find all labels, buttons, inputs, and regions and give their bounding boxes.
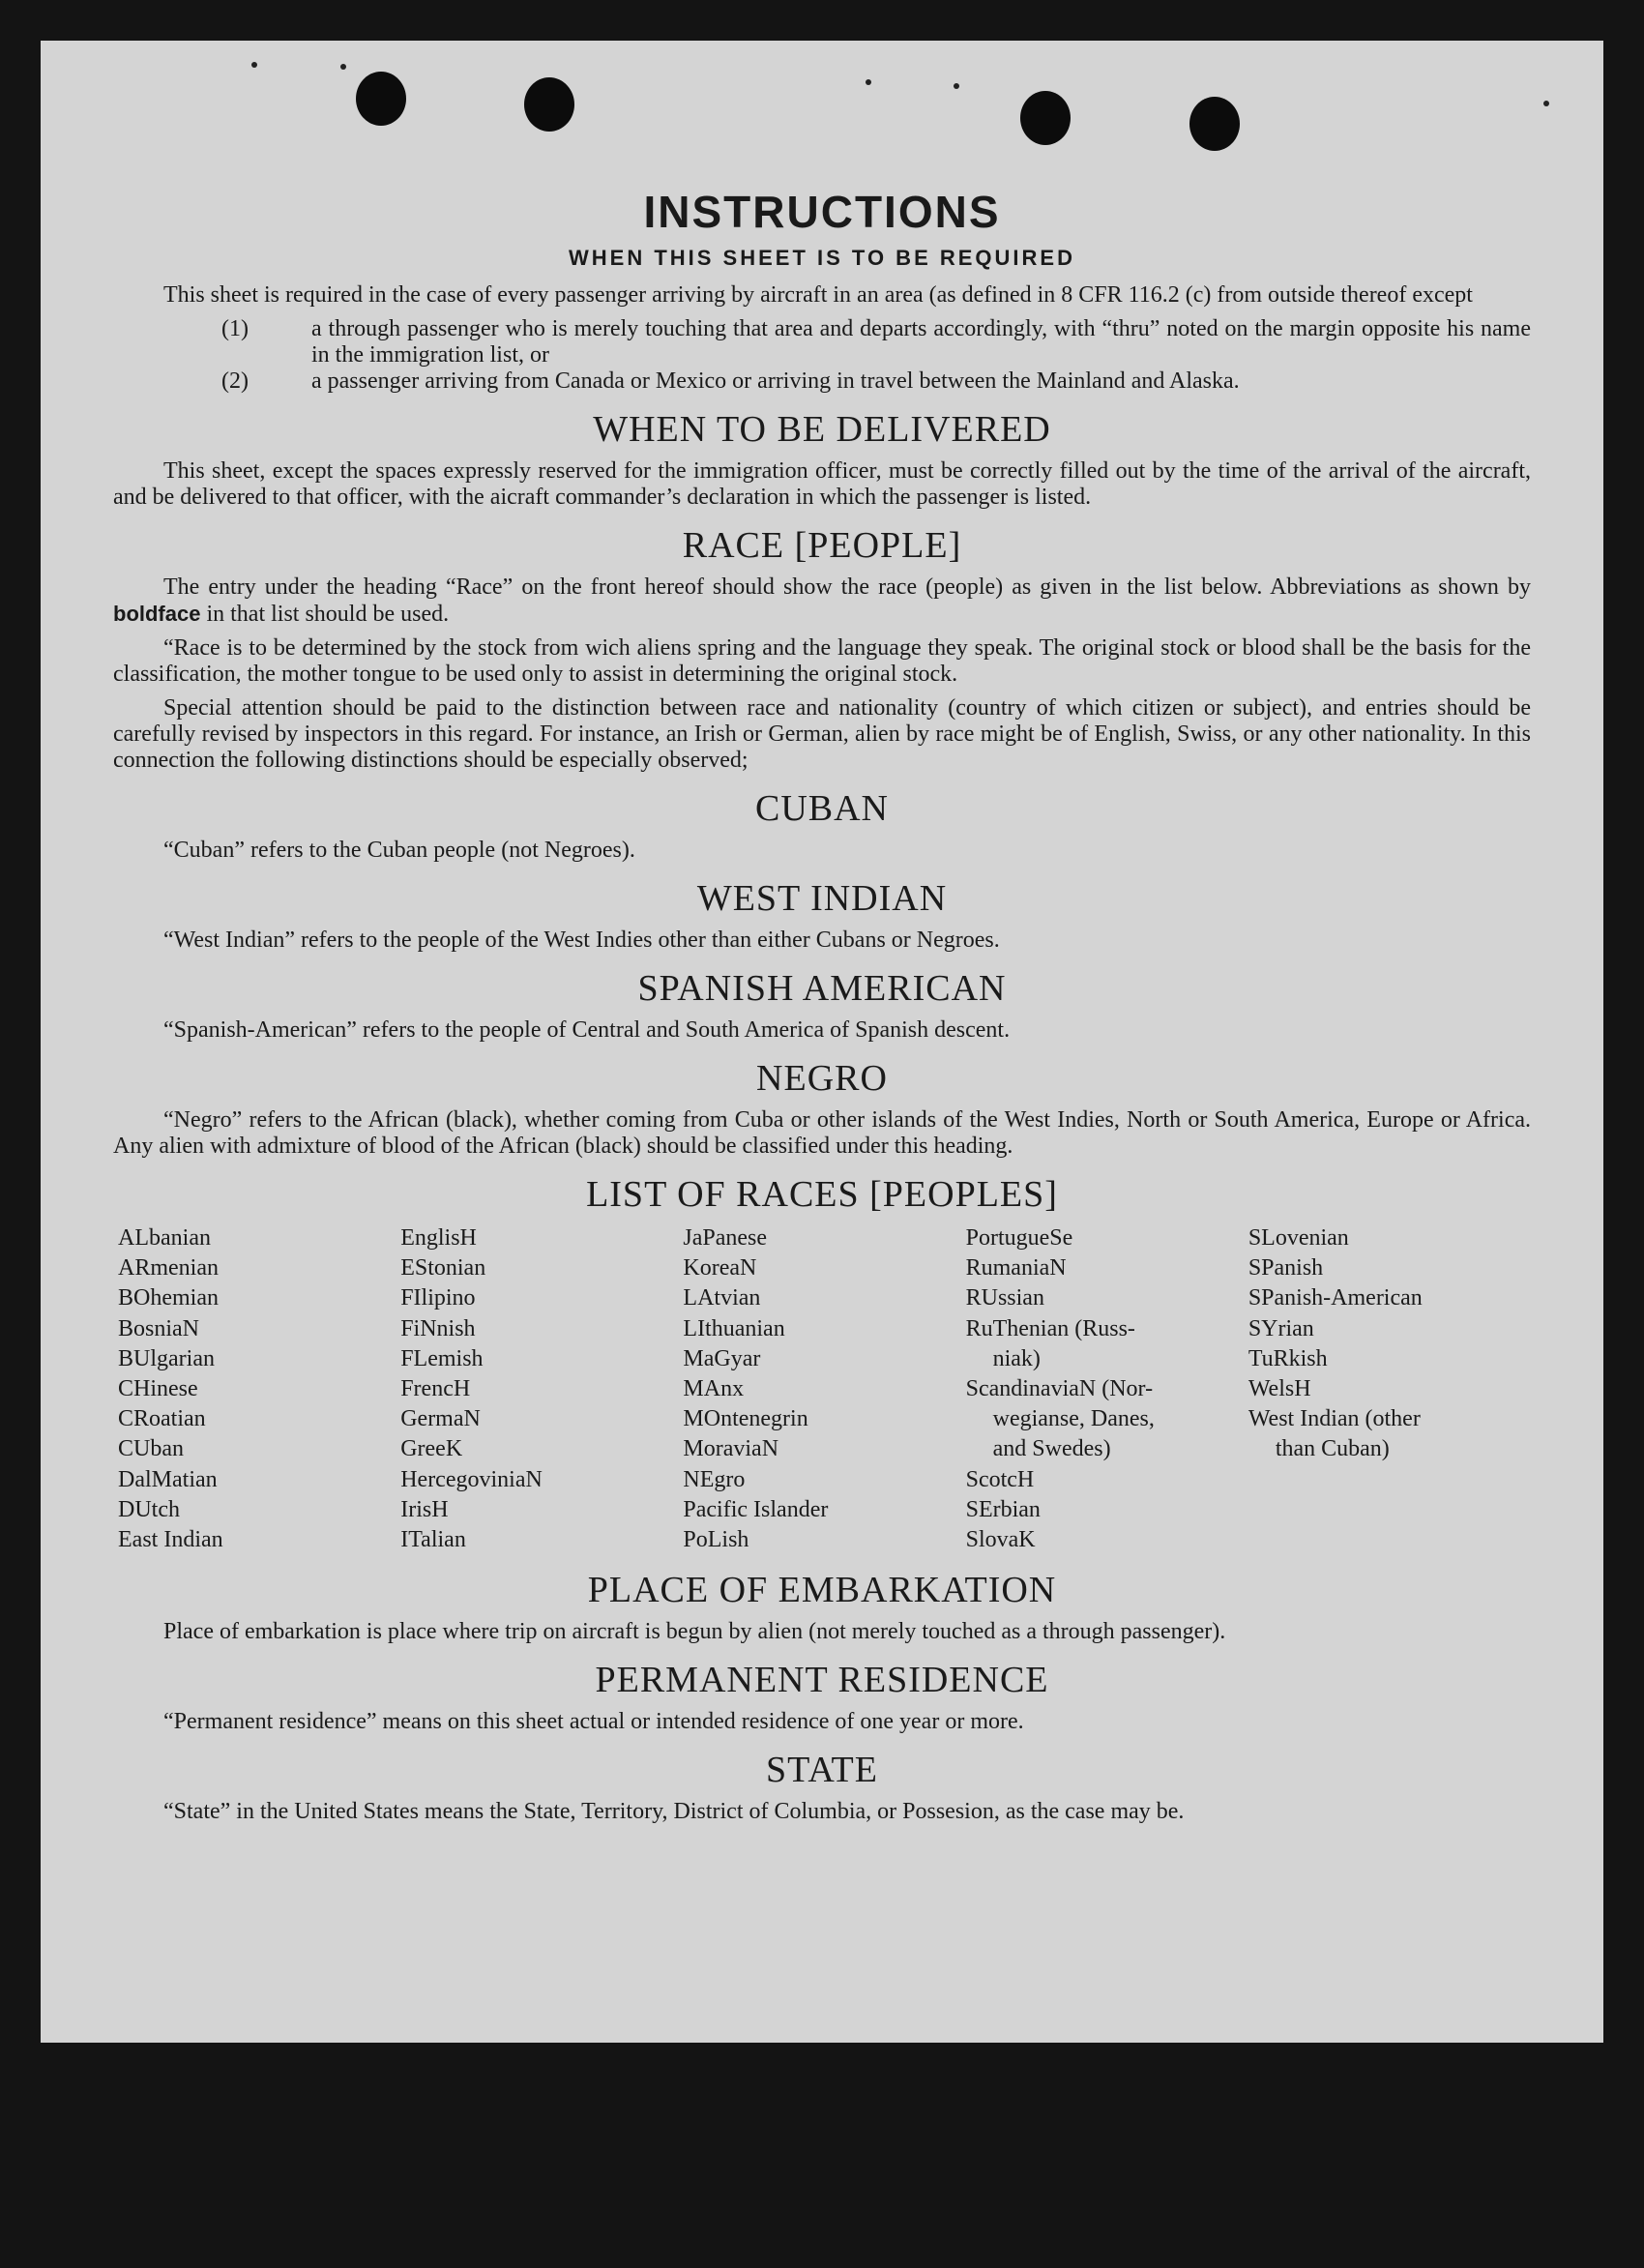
document-sheet [41, 41, 1603, 2043]
race-entry: Pacific Islander [683, 1496, 829, 1522]
race-entry: CRoatian [118, 1406, 206, 1432]
races-column-2 [400, 1223, 683, 1555]
item-text: a passenger arriving from Canada or Mexico or arriving in travel between the Mainland and Alaska. [311, 368, 1240, 394]
cuban-paragraph: “Cuban” refers to the Cuban people (not Negroes). [163, 838, 635, 863]
race-paragraph-2: “Race is to be determined by the stock from wich aliens spring and the language they speak. The original stock or blood shall be the basis for the classification, the mother tongue to be used only to assist in determining the original stock. [113, 635, 1531, 687]
embarkation-paragraph: Place of embarkation is place where trip on aircraft is begun by alien (not merely touched as a through passenger). [163, 1619, 1226, 1645]
race-entry: ScandinaviaN (Nor- [965, 1376, 1154, 1402]
race-entry: MoraviaN [683, 1436, 779, 1462]
page-title: INSTRUCTIONS [643, 187, 1001, 237]
race-entry: SlovaK [965, 1527, 1036, 1553]
race-entry: MaGyar [683, 1345, 761, 1371]
race-entry: KoreaN [683, 1255, 757, 1281]
residence-paragraph: “Permanent residence” means on this sheet actual or intended residence of one year or more. [163, 1709, 1024, 1735]
race-entry: SPanish [1248, 1255, 1324, 1281]
race-entry-continuation: niak) [992, 1345, 1041, 1371]
race-entry: MAnx [683, 1376, 745, 1402]
race-entry: PoLish [683, 1527, 749, 1553]
race-entry: West Indian (other [1248, 1406, 1421, 1432]
race-entry: FiNnish [400, 1315, 476, 1341]
race-entry: FrencH [400, 1376, 471, 1402]
race-entry: PortugueSe [965, 1225, 1073, 1251]
race-entry: FLemish [400, 1345, 484, 1371]
race-entry: JaPanese [683, 1225, 768, 1251]
race-entry: HercegoviniaN [400, 1466, 543, 1492]
speck [340, 64, 346, 70]
race-entry: NEgro [683, 1466, 746, 1492]
document-content [113, 157, 1531, 1833]
punch-hole [1189, 97, 1240, 151]
section-heading-delivered: WHEN TO BE DELIVERED [593, 409, 1051, 450]
races-column-3 [683, 1223, 965, 1555]
race-entry: LAtvian [683, 1285, 761, 1311]
west-indian-paragraph: “West Indian” refers to the people of the West Indies other than either Cubans or Negroes. [163, 928, 1000, 953]
section-heading-races-list: LIST OF RACES [PEOPLES] [586, 1174, 1058, 1215]
race-entry: BOhemian [118, 1285, 219, 1311]
delivered-paragraph: This sheet, except the spaces expressly reserved for the immigration officer, must be correctly filled out by the time of the arrival of the aircraft, and be delivered to that officer, with the aicraft commander’s declaration in which the passenger is listed. [113, 458, 1531, 510]
race-entry-continuation: wegianse, Danes, [992, 1406, 1155, 1432]
section-heading-state: STATE [766, 1750, 878, 1791]
section-heading-cuban: CUBAN [754, 788, 890, 829]
race-entry: MOntenegrin [683, 1406, 808, 1432]
race-entry: ITalian [400, 1527, 466, 1553]
section-heading-embarkation: PLACE OF EMBARKATION [587, 1570, 1057, 1611]
race-entry: East Indian [118, 1527, 223, 1553]
race-text: The entry under the heading “Race” on the front hereof should show the race (people) as given in the list below. Abbreviations as shown by [163, 574, 1531, 600]
race-entry: SYrian [1248, 1315, 1314, 1341]
negro-paragraph: “Negro” refers to the African (black), whether coming from Cuba or other islands of the West Indies, North or South America, Europe or Africa. Any alien with admixture of blood of the African (black) should be classified under this heading. [113, 1107, 1531, 1159]
page-subtitle: WHEN THIS SHEET IS TO BE REQUIRED [569, 246, 1075, 270]
race-entry: FIlipino [400, 1285, 476, 1311]
race-entry: IrisH [400, 1496, 449, 1522]
section-heading-race: RACE [PEOPLE] [682, 525, 962, 566]
race-entry: SPanish-American [1248, 1285, 1423, 1311]
race-entry: ALbanian [118, 1225, 211, 1251]
race-entry: GermaN [400, 1406, 481, 1432]
speck [1543, 101, 1549, 106]
section-heading-residence: PERMANENT RESIDENCE [595, 1660, 1049, 1701]
race-entry: ScotcH [965, 1466, 1035, 1492]
race-entry: GreeK [400, 1436, 463, 1462]
spanish-american-paragraph: “Spanish-American” refers to the people of Central and South America of Spanish descent. [163, 1017, 1011, 1043]
race-entry-continuation: than Cuban) [1275, 1436, 1390, 1462]
race-entry: DUtch [118, 1496, 180, 1522]
speck [251, 62, 257, 68]
item-text: a through passenger who is merely touching that area and departs accordingly, with “thru” noted on the margin opposite his name in the immigration list, or [311, 316, 1531, 368]
race-entry: RUssian [965, 1285, 1044, 1311]
race-entry: RuThenian (Russ- [965, 1315, 1135, 1341]
races-column-1 [118, 1223, 400, 1555]
intro-paragraph: This sheet is required in the case of every passenger arriving by aircraft in an area (as defined in 8 CFR 116.2 (c) from outside thereof except [163, 282, 1473, 308]
section-heading-spanish-american: SPANISH AMERICAN [637, 968, 1007, 1009]
race-entry: CUban [118, 1436, 184, 1462]
race-entry: CHinese [118, 1376, 198, 1402]
section-heading-west-indian: WEST INDIAN [696, 878, 948, 919]
boldface-word: boldface [113, 602, 201, 626]
race-entry: BUlgarian [118, 1345, 215, 1371]
race-entry: DalMatian [118, 1466, 218, 1492]
speck [866, 79, 871, 85]
race-entry: BosniaN [118, 1315, 199, 1341]
state-paragraph: “State” in the United States means the State, Territory, District of Columbia, or Possesion, as the case may be. [163, 1799, 1185, 1825]
races-column-4 [966, 1223, 1248, 1555]
speck [954, 83, 959, 89]
races-column-5 [1248, 1223, 1531, 1555]
race-entry: RumaniaN [965, 1255, 1067, 1281]
race-entry-continuation: and Swedes) [992, 1436, 1111, 1462]
item-number: (2) [221, 368, 249, 394]
punch-hole [524, 77, 574, 132]
race-entry: TuRkish [1248, 1345, 1328, 1371]
item-number: (1) [221, 316, 249, 341]
race-paragraph-3: Special attention should be paid to the distinction between race and nationality (country of which citizen or subject), and entries should be carefully revised by inspectors in this regard. For instance, an Irish or German, alien by race might be of English, Swiss, or any other nationality. In this connection the following distinctions should be especially observed; [113, 695, 1531, 773]
race-entry: EnglisH [400, 1225, 477, 1251]
race-entry: EStonian [400, 1255, 486, 1281]
punch-hole [356, 72, 406, 126]
races-list [118, 1223, 1531, 1555]
exception-item-2 [113, 368, 1531, 395]
race-entry: SLovenian [1248, 1225, 1349, 1251]
exception-item-1 [113, 316, 1531, 368]
section-heading-negro: NEGRO [756, 1058, 888, 1099]
race-entry: WelsH [1248, 1376, 1311, 1402]
punch-hole [1020, 91, 1071, 145]
race-paragraph-1 [113, 574, 1531, 628]
race-entry: LIthuanian [683, 1315, 785, 1341]
race-entry: SErbian [965, 1496, 1041, 1522]
race-text: in that list should be used. [206, 602, 450, 627]
race-entry: ARmenian [118, 1255, 219, 1281]
